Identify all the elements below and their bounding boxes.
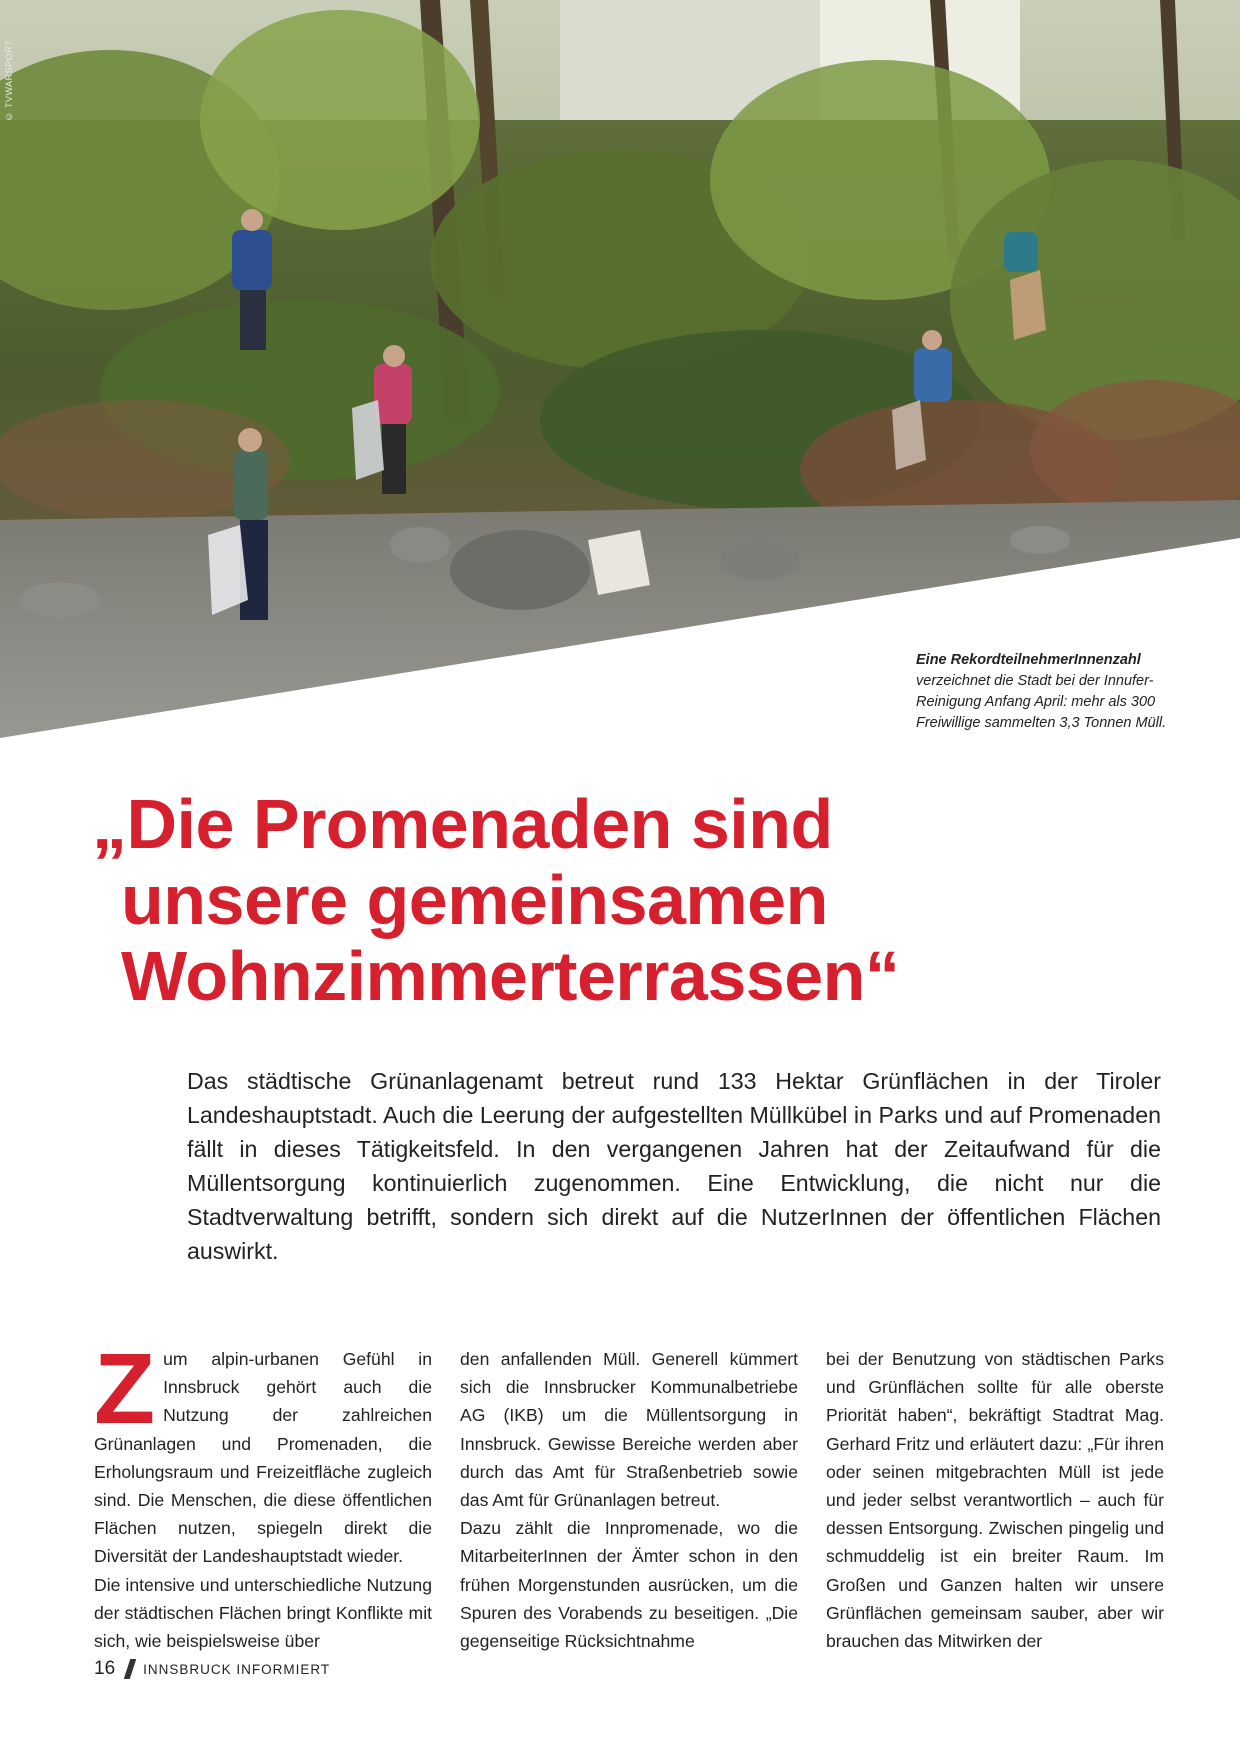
body-paragraph: bei der Benutzung von städtischen Parks und Grünflächen sollte für alle oberste Priorität haben“, bekräftigt Stadtrat Mag. Gerhard Fritz und erläutert dazu: „Für ihren oder seinen mitgebrachten Müll ist jede und jeder selbst verantwortlich – auch für dessen Entsorgung. Zwischen pingelig und schmuddelig ist ein breiter Raum. Im Großen und Ganzen halten wir unsere Grünflächen gemeinsam sauber, aber wir brauchen das Mitwirken der [826, 1349, 1164, 1652]
page-footer [94, 1658, 330, 1680]
body-paragraph: Dazu zählt die Innpromenade, wo die MitarbeiterInnen der Ämter schon in den frühen Morgenstunden ausrücken, um die Spuren des Vorabends zu beseitigen. „Die gegenseitige Rücksichtnahme [460, 1518, 798, 1652]
body-column-2 [460, 1345, 798, 1655]
body-column-1 [94, 1333, 432, 1655]
article-headline [92, 786, 1192, 1014]
caption-text: verzeichnet die Stadt bei der Innufer-Reinigung Anfang April: mehr als 300 Freiwillige sammelten 3,3 Tonnen Müll. [916, 673, 1167, 731]
slash-divider-icon [124, 1659, 136, 1679]
headline-line-1: „Die Promenaden sind [92, 785, 833, 863]
headline-line-3: Wohnzimmerterrassen“ [121, 937, 900, 1015]
hero-photo [0, 0, 1240, 760]
body-paragraph: den anfallenden Müll. Generell kümmert sich die Innsbrucker Kommunalbetriebe AG (IKB) um die Müllentsorgung in Innsbruck. Gewisse Bereiche werden aber durch das Amt für Straßenbetrieb sowie das Amt für Grünanlagen betreut. [460, 1349, 798, 1511]
body-paragraph: Die intensive und unterschiedliche Nutzung der städtischen Flächen bringt Konflikte mit sich, wie beispielsweise über [94, 1574, 432, 1652]
body-column-3 [826, 1345, 1164, 1655]
magazine-name: INNSBRUCK INFORMIERT [143, 1661, 331, 1677]
photo-credit: © TVWARSPORT [4, 40, 14, 122]
headline-line-2: unsere gemeinsamen [121, 861, 828, 939]
lead-paragraph: Das städtische Grünanlagenamt betreut rund 133 Hektar Grünflächen in der Tiroler Landeshauptstadt. Auch die Leerung der aufgestellten Müllkübel in Parks und auf Promenaden fällt in dieses Tätigkeitsfeld. In den vergangenen Jahren hat der Zeitaufwand für die Müllentsorgung kontinuierlich zugenommen. Eine Entwicklung, die nicht nur die Stadtverwaltung betrifft, sondern sich direkt auf die NutzerInnen der öffentlichen Flächen auswirkt. [187, 1068, 1161, 1264]
caption-bold: Eine RekordteilnehmerInnenzahl [916, 652, 1141, 668]
page-number: 16 [94, 1658, 116, 1679]
drop-cap: Z [94, 1333, 156, 1445]
body-paragraph: um alpin-urbanen Gefühl in Innsbruck gehört auch die Nutzung der zahlreichen Grünanlagen und Promenaden, die Erholungsraum und Freizeitfläche zugleich sind. Die Menschen, die diese öffentlichen Flächen nutzen, spiegeln direkt die Diversität der Landeshauptstadt wieder. [94, 1349, 432, 1567]
photo-caption [916, 650, 1216, 734]
diagonal-cut-overlay [0, 0, 1240, 760]
